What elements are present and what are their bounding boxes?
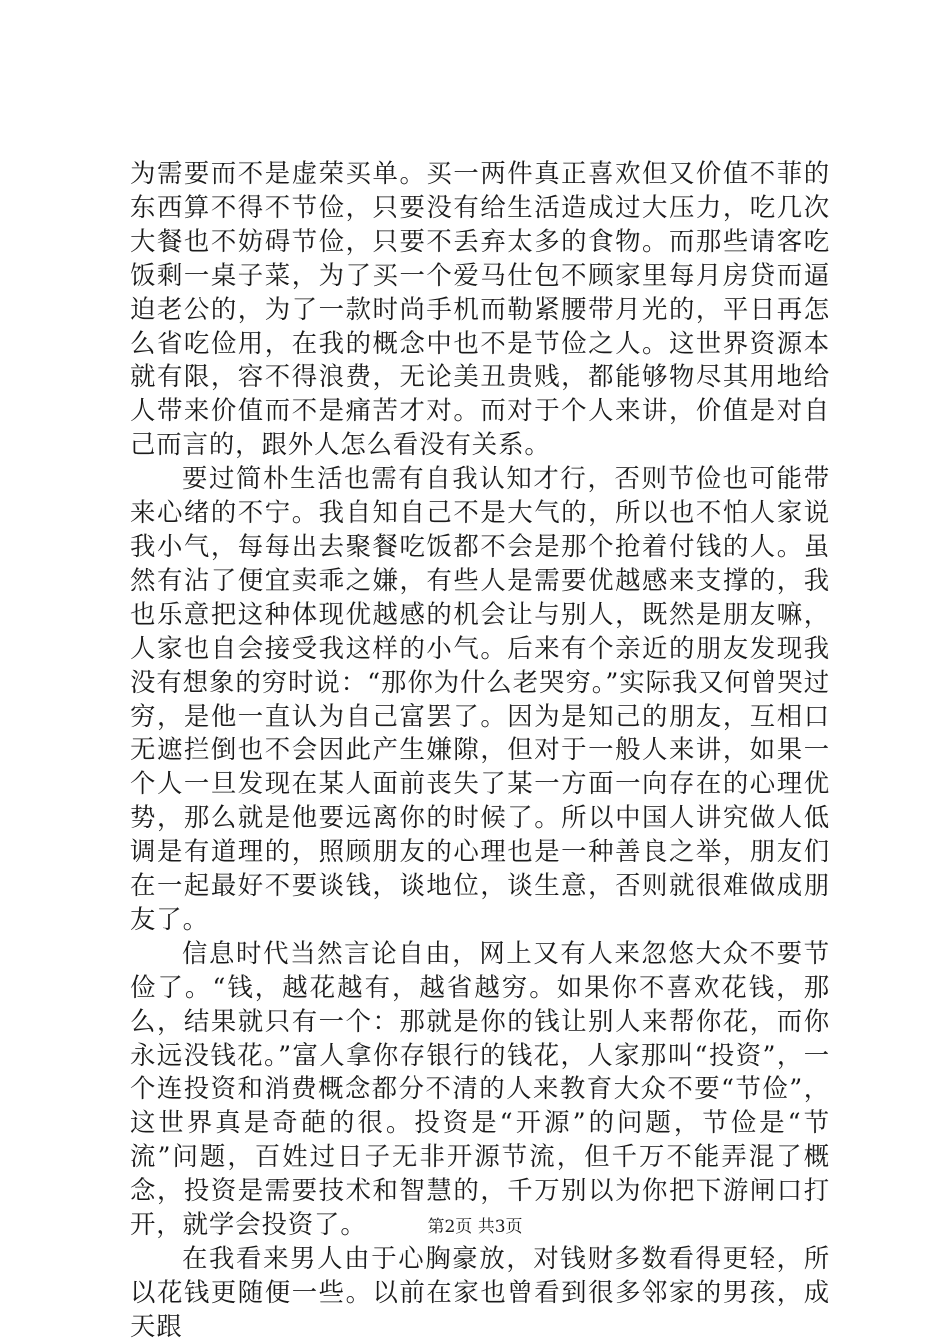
paragraph: 信息时代当然言论自由，网上又有人来忽悠大众不要节俭了。“钱，越花越有，越省越穷。如果你不喜欢花钱，那么，结果就只有一个：那就是你的钱让别人来帮你花，而你永远没钱花。”富人拿你存银行的钱花，人家那叫“投资”，一个连投资和消费概念都分不清的人来教育大众不要“节俭”，这世界真是奇葩的很。投资是“开源”的问题，节俭是“节流”问题，百姓过日子无非开源节流，但千万不能弄混了概念，投资是需要技术和智慧的，千万别以为你把下游闸口打开，就学会投资了。 bbox=[130, 937, 830, 1240]
page-footer bbox=[0, 1216, 950, 1238]
page-number-label: 第2页 共3页 bbox=[427, 1217, 523, 1237]
paragraph: 要过简朴生活也需有自我认知才行，否则节俭也可能带来心绪的不宁。我自知自己不是大气的，所以也不怕人家说我小气，每每出去聚餐吃饭都不会是那个抢着付钱的人。虽然有沾了便宜卖乖之嫌，有些人是需要优越感来支撑的，我也乐意把这种体现优越感的机会让与别人，既然是朋友嘛，人家也自会接受我这样的小气。后来有个亲近的朋友发现我没有想象的穷时说：“那你为什么老哭穷。”实际我又何曾哭过穷，是他一直认为自己富罢了。因为是知己的朋友，互相口无遮拦倒也不会因此产生嫌隙，但对于一般人来讲，如果一个人一旦发现在某人面前丧失了某一方面一向存在的心理优势，那么就是他要远离你的时候了。所以中国人讲究做人低调是有道理的，照顾朋友的心理也是一种善良之举，朋友们在一起最好不要谈钱，谈地位，谈生意，否则就很难做成朋友了。 bbox=[130, 463, 830, 934]
paragraph: 为需要而不是虚荣买单。买一两件真正喜欢但又价值不菲的东西算不得不节俭，只要没有给生活造成过大压力，吃几次大餐也不妨碍节俭，只要不丢弃太多的食物。而那些请客吃饭剩一桌子菜，为了买一个爱马仕包不顾家里每月房贷而逼迫老公的，为了一款时尚手机而勒紧腰带月光的，平日再怎么省吃俭用，在我的概念中也不是节俭之人。这世界资源本就有限，容不得浪费，无论美丑贵贱，都能够物尽其用地给人带来价值而不是痛苦才对。而对于个人来讲，价值是对自己而言的，跟外人怎么看没有关系。 bbox=[130, 158, 830, 460]
paragraph: 在我看来男人由于心胸豪放，对钱财多数看得更轻，所以花钱更随便一些。以前在家也曾看到很多邻家的男孩，成天跟 bbox=[130, 1243, 830, 1341]
document-body bbox=[130, 157, 830, 1344]
